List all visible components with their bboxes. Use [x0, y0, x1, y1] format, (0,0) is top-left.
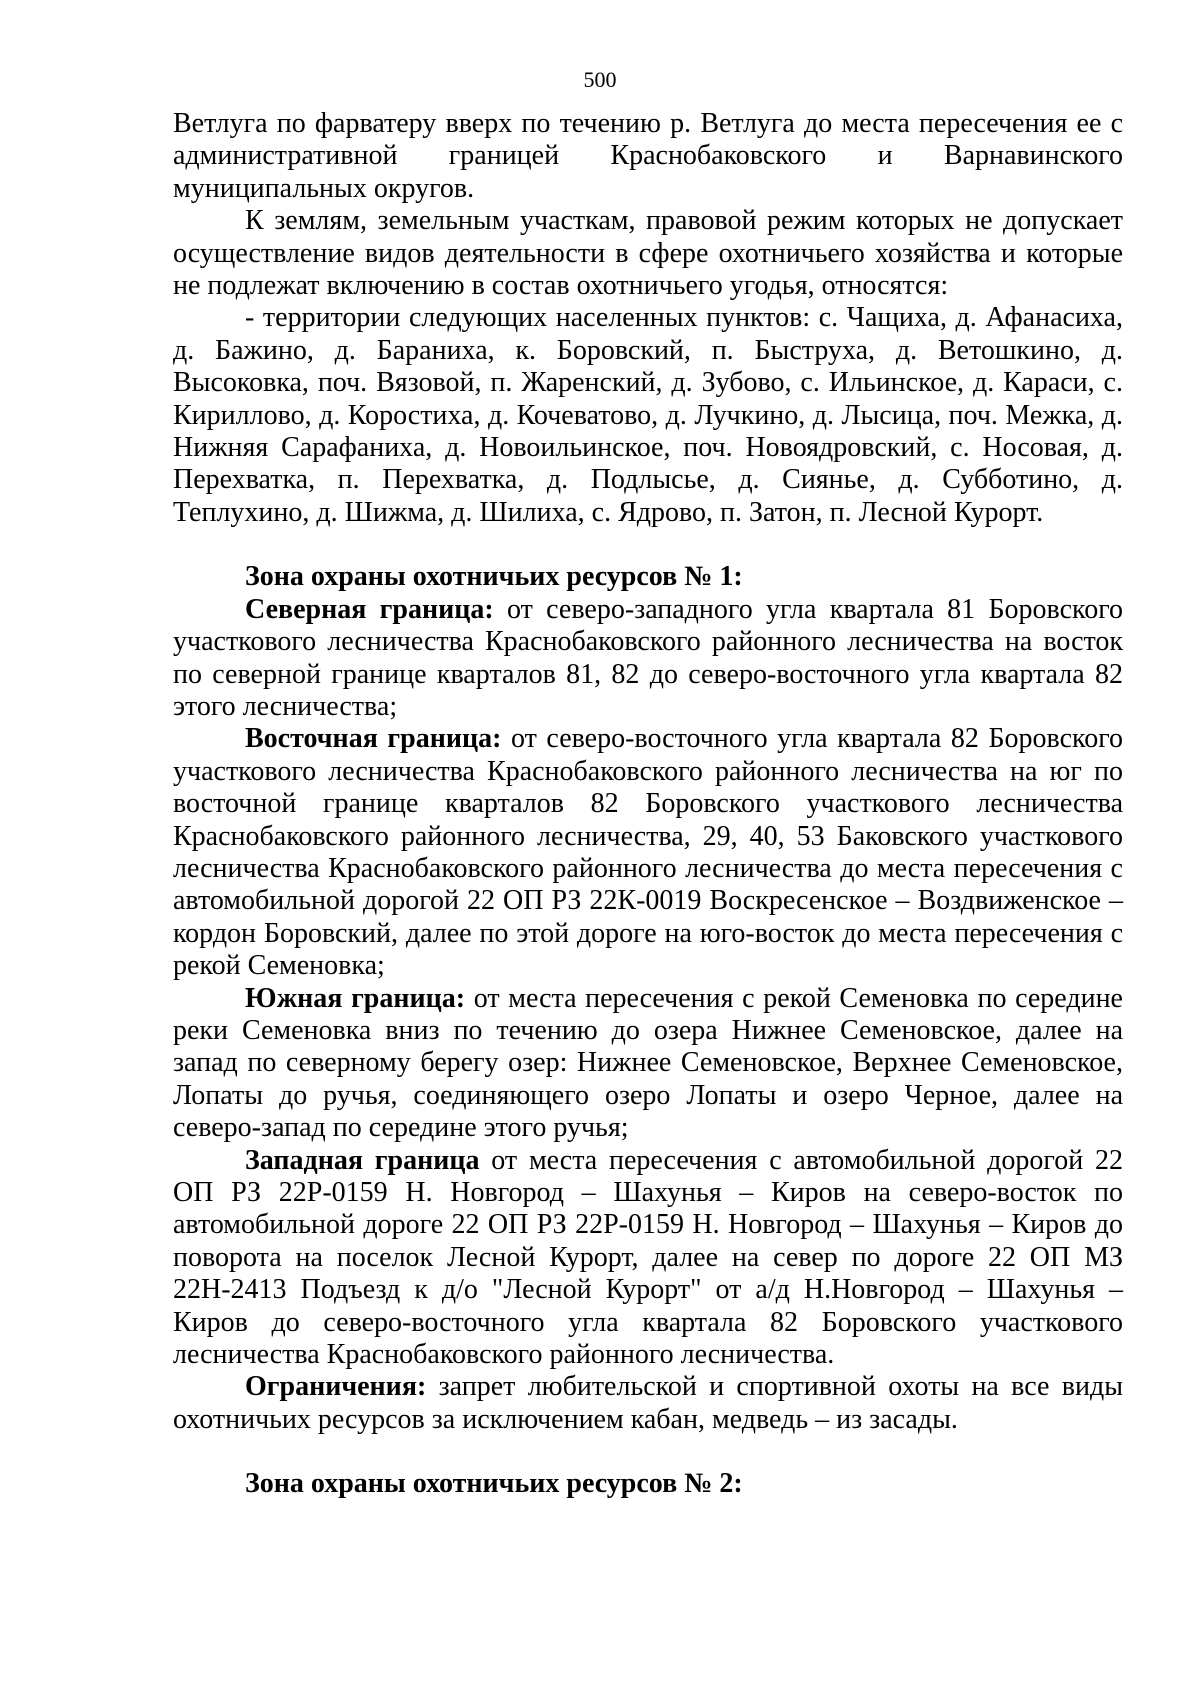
- east-boundary-text: от северо-восточного угла квартала 82 Боровского участкового лесничества Краснобаковского районного лесничества на юг по восточной границе кварталов 82 Боровского участкового лесничества Краснобаковского районного лесничества, 29, 40, 53 Баковского участкового лесничества Краснобаковского районного лесничества до места пересечения с автомобильной дорогой 22 ОП РЗ 22К-0019 Воскресенское – Воздвиженское – кордон Боровский, далее по этой дороге на юго-восток до места пересечения с рекой Семеновка;: [173, 723, 1123, 982]
- zone1-heading: Зона охраны охотничьих ресурсов № 1:: [245, 561, 743, 593]
- zone1-west-boundary: [173, 1145, 1123, 1372]
- west-boundary-label: Западная граница: [245, 1144, 480, 1176]
- page-number: 500: [583, 67, 617, 92]
- north-boundary-label: Северная граница:: [245, 593, 494, 625]
- zone1-north-boundary: [173, 594, 1123, 724]
- document-body: [173, 108, 1123, 1501]
- paragraph-vetluga: Ветлуга по фарватеру вверх по течению р. Ветлуга до места пересечения ее с административной границей Краснобаковского и Варнавинского муниципальных округов.: [173, 108, 1123, 204]
- zone1-south-boundary: [173, 983, 1123, 1145]
- restrictions-text: запрет любительской и спортивной охоты на все виды охотничьих ресурсов за исключением кабан, медведь – из засады.: [173, 1371, 1123, 1435]
- east-boundary-label: Восточная граница:: [245, 723, 502, 755]
- west-boundary-text: от места пересечения с автомобильной дорогой 22 ОП РЗ 22Р-0159 Н. Новгород – Шахунья – Киров на северо-восток по автомобильной дороге 22 ОП РЗ 22Р-0159 Н. Новгород – Шахунья – Киров до поворота на поселок Лесной Курорт, далее на север по дороге 22 ОП МЗ 22Н-2413 Подъезд к д/о "Лесной Курорт" от а/д Н.Новгород – Шахунья – Киров до северо-восточного угла квартала 82 Боровского участкового лесничества Краснобаковского районного лесничества.: [173, 1144, 1123, 1371]
- restrictions-label: Ограничения:: [245, 1371, 427, 1403]
- south-boundary-label: Южная граница:: [245, 982, 466, 1014]
- paragraph-excluded-lands: К землям, земельным участкам, правовой режим которых не допускает осуществление видов деятельности в сфере охотничьего хозяйства и которые не подлежат включению в состав охотничьего угодья, относятся:: [173, 205, 1123, 302]
- north-boundary-text: от северо-западного угла квартала 81 Боровского участкового лесничества Краснобаковского районного лесничества на восток по северной границе кварталов 81, 82 до северо-восточного угла квартала 82 этого лесничества;: [173, 593, 1123, 722]
- zone1-east-boundary: [173, 723, 1123, 982]
- paragraph-settlements-list: - территории следующих населенных пунктов: с. Чащиха, д. Афанасиха, д. Бажино, д. Бараниха, к. Боровский, п. Быструха, д. Ветошкино, д. Высоковка, поч. Вязовой, п. Жаренский, д. Зубово, с. Ильинское, д. Караси, с. Кириллово, д. Коростиха, д. Кочеватово, д. Лучкино, д. Лысица, поч. Межка, д. Нижняя Сарафаниха, д. Новоильинское, поч. Новоядровский, с. Носовая, д. Перехватка, п. Перехватка, д. Подлысье, д. Сиянье, д. Субботино, д. Теплухино, д. Шижма, д. Шилиха, с. Ядрово, п. Затон, п. Лесной Курорт.: [173, 302, 1123, 528]
- zone2-heading: Зона охраны охотничьих ресурсов № 2:: [245, 1468, 743, 1500]
- zone1-restrictions: [173, 1371, 1123, 1436]
- south-boundary-text: от места пересечения с рекой Семеновка по середине реки Семеновка вниз по течению до озера Нижнее Семеновское, далее на запад по северному берегу озер: Нижнее Семеновское, Верхнее Семеновское, Лопаты до ручья, соединяющего озеро Лопаты и озеро Черное, далее на северо-запад по середине этого ручья;: [173, 982, 1123, 1144]
